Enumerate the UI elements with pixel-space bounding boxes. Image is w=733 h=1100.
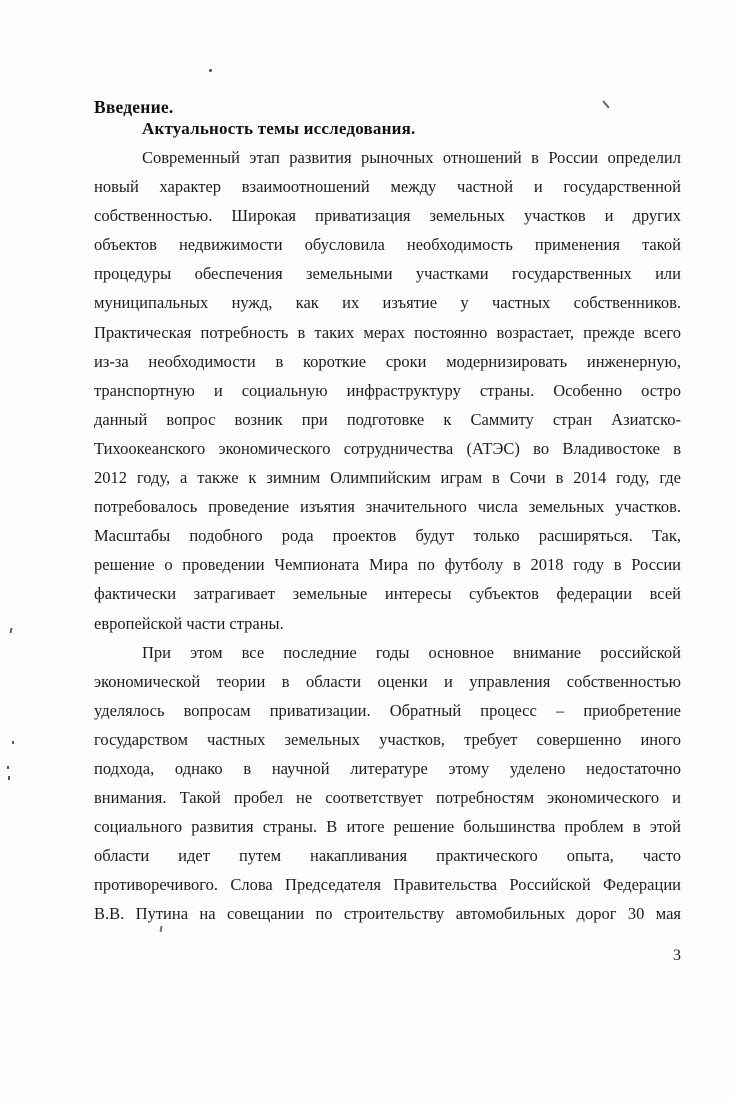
text-line: экономической теории в области оценки и управления собственностью xyxy=(94,671,681,691)
body-text xyxy=(94,143,681,929)
text-line: противоречивого. Слова Председателя Правительства Российской Федерации xyxy=(94,875,681,895)
text-line: собственностью. Широкая приватизация земельных участков и других xyxy=(94,206,681,226)
text-line: муниципальных нужд, как их изъятие у частных собственников. xyxy=(94,293,681,313)
scan-artifact xyxy=(602,100,609,108)
text-line: уделялось вопросам приватизации. Обратный процесс – приобретение xyxy=(94,700,681,720)
text-line: транспортную и социальную инфраструктуру страны. Особенно остро xyxy=(94,380,681,400)
scan-artifact xyxy=(8,776,10,780)
text-line: государством частных земельных участков, требует совершенно иного xyxy=(94,729,681,749)
text-line: решение о проведении Чемпионата Мира по футболу в 2018 году в России xyxy=(94,555,681,575)
text-line: Практическая потребность в таких мерах постоянно возрастает, прежде всего xyxy=(94,322,681,342)
text-line: В.В. Путина на совещании по строительству автомобильных дорог 30 мая xyxy=(94,904,681,924)
text-line: При этом все последние годы основное внимание российской xyxy=(142,642,681,662)
text-line: области идет путем накапливания практического опыта, часто xyxy=(94,846,681,866)
scan-artifact xyxy=(12,741,14,744)
text-line: Масштабы подобного рода проектов будут только расширяться. Так, xyxy=(94,526,681,546)
text-line: объектов недвижимости обусловила необходимость применения такой xyxy=(94,235,681,255)
text-line: новый характер взаимоотношений между частной и государственной xyxy=(94,177,681,197)
text-line: европейской части страны. xyxy=(94,613,284,633)
scan-artifact xyxy=(160,926,163,932)
text-line: Тихоокеанского экономического сотрудничества (АТЭС) во Владивостоке в xyxy=(94,438,681,458)
text-line: социального развития страны. В итоге решение большинства проблем в этой xyxy=(94,817,681,837)
subsection-heading: Актуальность темы исследования. xyxy=(142,119,416,138)
section-heading: Введение. xyxy=(94,97,174,117)
scan-artifact xyxy=(10,628,13,633)
text-line: подхода, однако в научной литературе этому уделено недостаточно xyxy=(94,758,681,778)
text-line: внимания. Такой пробел не соответствует потребностям экономического и xyxy=(94,788,681,808)
text-line: Современный этап развития рыночных отношений в России определил xyxy=(142,148,681,167)
scan-artifact xyxy=(209,69,212,72)
text-line: процедуры обеспечения земельными участками государственных или xyxy=(94,264,681,284)
text-line: данный вопрос возник при подготовке к Саммиту стран Азиатско- xyxy=(94,409,681,429)
page-number: 3 xyxy=(673,947,681,964)
scan-artifact xyxy=(7,766,9,769)
text-line: 2012 году, а также к зимним Олимпийским играм в Сочи в 2014 году, где xyxy=(94,468,681,488)
text-line: из-за необходимости в короткие сроки модернизировать инженерную, xyxy=(94,351,681,371)
text-line: фактически затрагивает земельные интересы субъектов федерации всей xyxy=(94,584,681,604)
text-line: потребовалось проведение изъятия значительного числа земельных участков. xyxy=(94,497,681,517)
